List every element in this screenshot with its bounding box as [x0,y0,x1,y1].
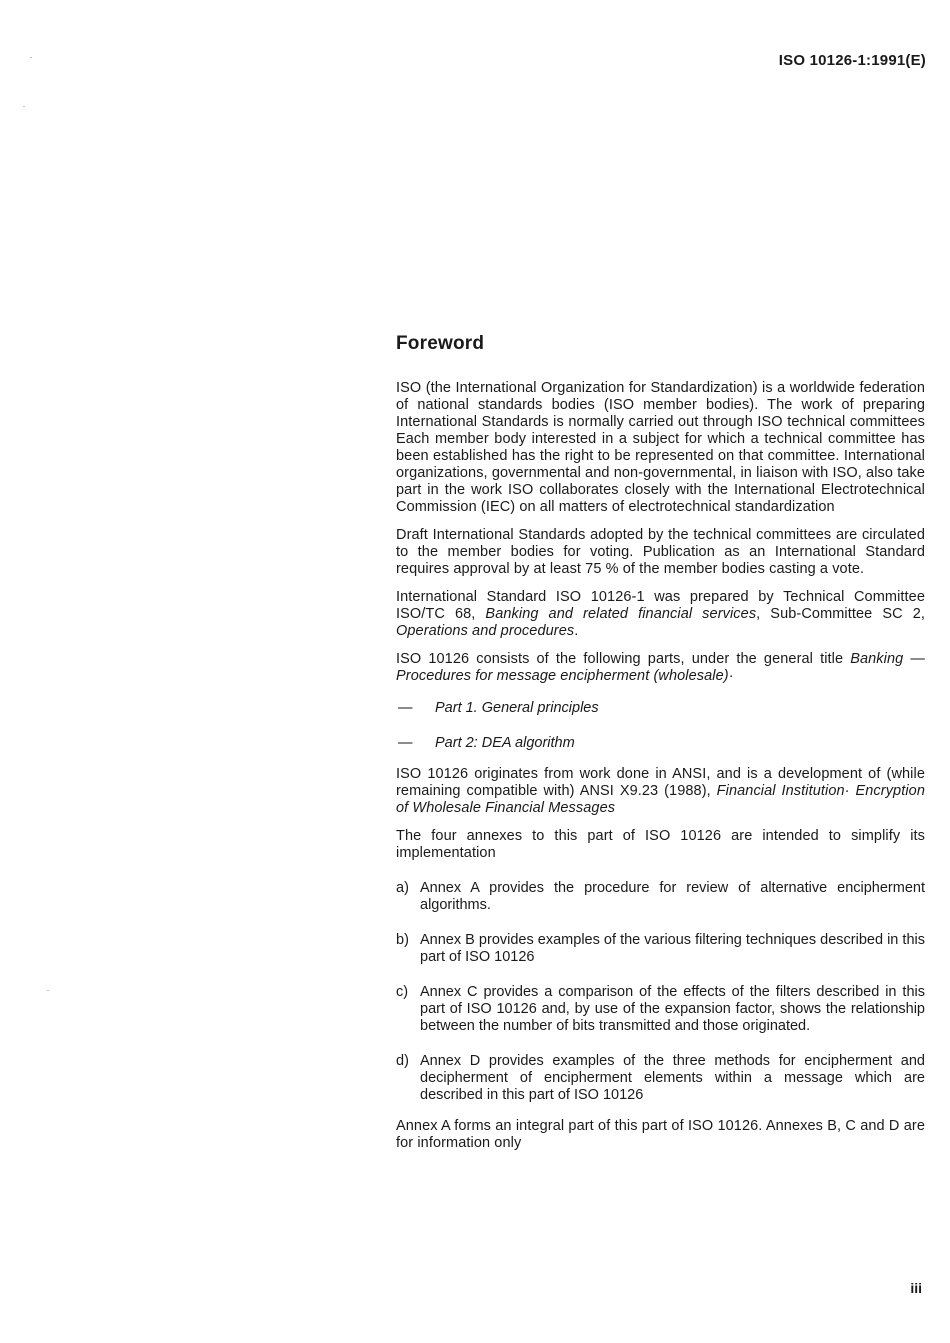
list-item-annex-d [396,1053,925,1104]
committee-title: Banking and related financial services [485,606,757,622]
text-segment: . [574,623,579,639]
foreword-section [396,333,925,1163]
text-segment: ISO 10126 consists of the following parts, under the general title [396,651,851,667]
scan-speck [47,990,49,991]
part-label: Part 1. General principles [435,700,599,716]
subcommittee-title: Operations and procedures [396,623,575,639]
text-segment: · [728,668,734,684]
list-marker: b) [396,932,409,948]
paragraph-annexes-intro: The four annexes to this part of ISO 10126 are intended to simplify its implementation [396,828,925,861]
part-label: Part 2: DEA algorithm [435,735,575,751]
dash-marker: — [398,735,413,751]
list-marker: d) [396,1053,409,1069]
paragraph-origin [396,766,925,817]
annex-text: Annex C provides a comparison of the effects of the filters described in this part of ISO 10126 and, by use of the expansion factor, shows the relationship between the number of bits transmitted and those originated. [420,984,925,1034]
annex-text: Annex A provides the procedure for review of alternative encipherment algorithms. [420,880,925,913]
document-id: ISO 10126-1:1991(E) [778,52,926,69]
page-number: iii [910,1280,922,1296]
list-marker: c) [396,984,409,1000]
general-title: Banking — Procedures for message encipherment (wholesale) [396,651,925,684]
scan-speck [30,57,32,58]
ansi-title: Financial Institution· Encryption of Wholesale Financial Messages [396,783,925,816]
list-item-annex-a [396,880,925,914]
paragraph-annex-status: Annex A forms an integral part of this part of ISO 10126. Annexes B, C and D are for information only [396,1118,925,1151]
annex-text: Annex D provides examples of the three methods for encipherment and decipherment of encipherment elements within a message which are described in this part of ISO 10126 [420,1053,925,1103]
paragraph-draft-standards: Draft International Standards adopted by the technical committees are circulated to the member bodies for voting. Publication as an International Standard requires approval by at least 75 % of the member bodies casting a vote. [396,527,925,577]
list-marker: a) [396,880,409,896]
annex-text: Annex B provides examples of the various filtering techniques described in this part of ISO 10126 [420,932,925,965]
paragraph-parts-intro [396,651,925,685]
text-segment: , Sub-Committee SC 2, [756,606,925,622]
scan-speck [23,106,25,107]
list-item-annex-c [396,984,925,1035]
list-item-annex-b [396,932,925,966]
paragraph-iso-intro: ISO (the International Organization for Standardization) is a worldwide federation of national standards bodies (ISO member bodies). The work of preparing International Standards is normally carried out through ISO technical committees Each member body interested in a subject for which a technical committee has been established has the right to be represented on that committee. International organizations, governmental and non-governmental, in liaison with ISO, also take part in the work ISO collaborates closely with the International Electrotechnical Commission (IEC) on all matters of electrotechnical standardization [396,380,925,515]
dash-marker: — [398,700,413,716]
list-item-part-1 [396,700,925,717]
text-segment: ISO 10126 originates from work done in ANSI, and is a development of (while remaining compatible with) ANSI X9.23 (1988), [396,766,925,799]
text-segment: International Standard ISO 10126-1 was prepared by Technical Committee ISO/TC 68, [396,589,925,622]
page-title: Foreword [396,333,485,354]
list-item-part-2 [396,735,925,752]
paragraph-prepared-by [396,589,925,640]
